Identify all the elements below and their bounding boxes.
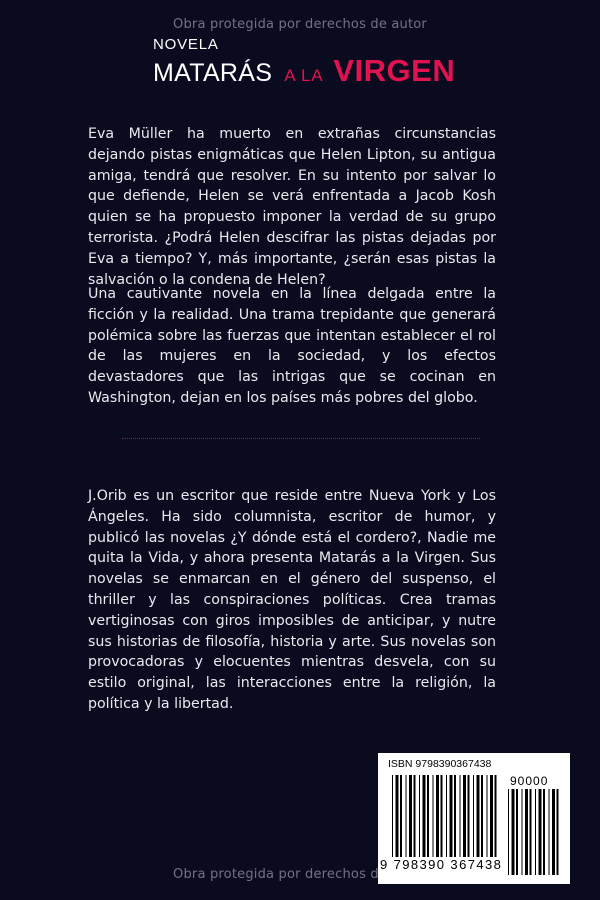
barcode-bar <box>427 775 429 857</box>
barcode-bar <box>495 775 497 857</box>
barcode-bar <box>543 789 545 875</box>
main-barcode-bars <box>392 775 497 857</box>
barcode-bar <box>557 789 559 875</box>
barcode-bar <box>539 789 542 875</box>
addon-barcode-bars <box>508 789 559 875</box>
barcode-bar <box>522 789 523 875</box>
title-part-3: VIRGEN <box>333 53 456 88</box>
barcode-bar <box>423 775 426 857</box>
barcode-bar <box>463 775 466 857</box>
barcode-bar <box>516 789 518 875</box>
synopsis-paragraph-2: Una cautivante novela en la línea delgada entre la ficción y la realidad. Una trama trepidante que generará polémica sobre las fuerzas que intentan establecer el rol de las mujeres en la sociedad, y los efectos devastadores que las intrigas que se cocinan en Washington, dejan en los países más pobres del globo. <box>88 286 496 406</box>
barcode-bar <box>490 775 493 857</box>
title-line <box>153 53 455 89</box>
isbn-digits: 9 798390 367438 <box>380 857 503 872</box>
barcode-bar <box>525 789 528 875</box>
barcode-bar <box>460 775 461 857</box>
barcode-bar <box>552 789 555 875</box>
title-part-1: MATARÁS <box>153 59 273 87</box>
barcode-bar <box>468 775 470 857</box>
author-bio: J.Orib es un escritor que reside entre Nueva York y Los Ángeles. Ha sido columnista, escritor de humor, y publicó las novelas ¿Y dónde está el cordero?, Nadie me quita la Vida, y ahora presenta Matarás a la Virgen. Sus novelas se enmarcan en el género del suspenso, el thriller y las conspiraciones políticas. Crea tramas vertiginosas con giros imposibles de anticipar, y nutre sus historias de filosofía, historia y arte. Sus novelas son provocadoras y elocuentes mientras desvela, con su estilo original, las interacciones entre la religión, la política y la libertad. <box>88 488 496 712</box>
barcode-bar <box>441 775 443 857</box>
barcode-bar <box>473 775 474 857</box>
barcode-bar <box>419 775 420 857</box>
book-title <box>153 36 455 89</box>
barcode-bar <box>392 775 393 857</box>
barcode <box>378 753 570 884</box>
barcode-bar <box>436 775 439 857</box>
section-divider <box>122 438 480 439</box>
barcode-bar <box>508 789 509 875</box>
barcode-bar <box>450 775 453 857</box>
price-code: 90000 <box>510 774 549 788</box>
barcode-bar <box>487 775 488 857</box>
barcode-bar <box>400 775 402 857</box>
barcode-bar <box>406 775 407 857</box>
series-label: NOVELA <box>153 36 219 53</box>
synopsis-paragraph-1: Eva Müller ha muerto en extrañas circunstancias dejando pistas enigmáticas que Helen Lipton, su antigua amiga, tendrá que resolver. En su intento por salvar lo que defiende, Helen se verá enfrentada a Jacob Kosh quien se ha propuesto imponer la verdad de su grupo terrorista. ¿Podrá Helen descifrar las pistas dejadas por Eva a tiempo? Y, más importante, ¿serán esas pistas la salvación o la condena de Helen? <box>88 126 496 288</box>
barcode-bar <box>396 775 399 857</box>
watermark-bottom: Obra protegida por derechos de autor <box>173 867 427 882</box>
barcode-bar <box>414 775 416 857</box>
watermark-top: Obra protegida por derechos de autor <box>173 17 427 32</box>
barcode-bar <box>549 789 550 875</box>
barcode-bar <box>481 775 483 857</box>
barcode-bar <box>477 775 480 857</box>
title-part-2: A LA <box>284 66 324 85</box>
barcode-bar <box>512 789 515 875</box>
barcode-bar <box>433 775 434 857</box>
isbn-label: ISBN 9798390367438 <box>388 758 492 770</box>
barcode-bar <box>446 775 447 857</box>
barcode-bar <box>454 775 456 857</box>
barcode-bar <box>409 775 412 857</box>
barcode-bar <box>535 789 536 875</box>
barcode-bar <box>530 789 532 875</box>
